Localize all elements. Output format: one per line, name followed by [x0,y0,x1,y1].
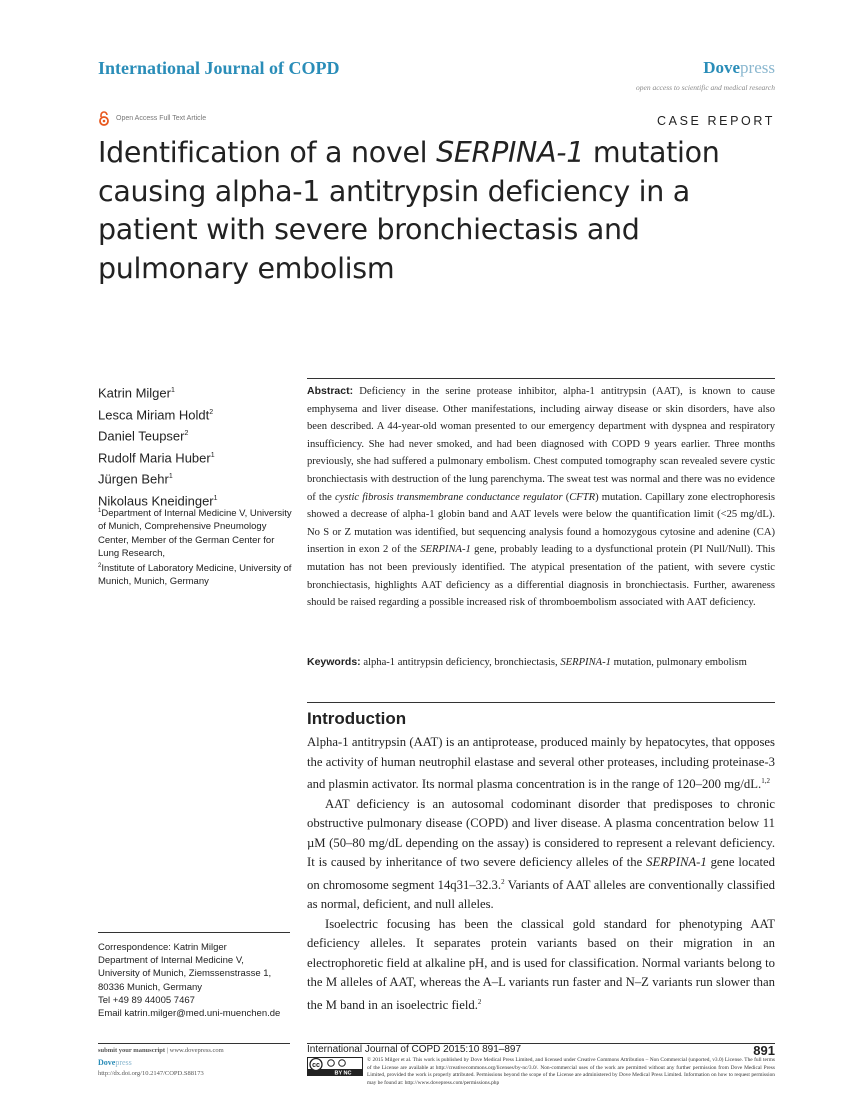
article-title [98,134,788,288]
affiliation: $^1$Department of Internal Medicine V, University of Munich, Comprehensive Pneumology Center, Member of the German Center for Lung Research, [98,508,292,559]
paragraph: Isoelectric focusing has been the classical gold standard for phenotyping AAT deficiency alleles. It separates protein variants based on their migration in an electrophoretic field at alkaline pH, and is used for classification. Normal variants belong to the M alleles of AAT, whereas the A–L variants run faster and N–Z variants run slower than the M band in an isoelectric field.$^2$ [307,916,775,1013]
cc-license-label: BY NC [334,1070,352,1076]
affiliation: $^2$Institute of Laboratory Medicine, University of Munich, Munich, Germany [98,562,292,588]
affiliations [98,505,293,589]
citation-ref[interactable]: 1,2 [761,777,770,785]
footer-left: submit your manuscript | www.dovepress.com Dovepress http://dx.doi.org/10.2147/COPD.S88173 [98,1045,224,1080]
author[interactable]: Rudolf Maria Huber$^1$ [98,449,215,465]
creative-commons-badge[interactable] [307,1057,363,1076]
correspondence [98,941,298,1020]
license-text: © 2015 Milger et al. This work is published by Dove Medical Press Limited, and licensed under Creative Commons Attribution – Non Commercial (unported, v3.0) License. The full terms of the License are available at http://creativecommons.org/licenses/by-nc/3.0/. Non-commercial uses of the work are permitted without any further permission from Dove Medical Press Limited, provided the work is properly attributed. Permissions beyond the scope of the License are administered by Dove Medical Press Limited. Information on how to request permission may be found at: http://www.dovepress.com/permissions.php [367,1057,775,1086]
author[interactable]: Jürgen Behr$^1$ [98,471,173,487]
author[interactable]: Lesca Miriam Holdt$^2$ [98,406,214,422]
footer-dovepress-logo: Dovepress [98,1057,132,1067]
footer-citation: International Journal of COPD 2015:10 891–897 [307,1044,522,1055]
introduction-body [307,733,775,1016]
submit-manuscript-link[interactable]: submit your manuscript [98,1047,166,1054]
section-heading: Introduction [307,709,407,728]
paragraph: AAT deficiency is an autosomal codominant disorder that predisposes to chronic obstructive pulmonary disease (COPD) and liver disease. A plasma concentration below 11 µM (50–80 mg/dL depending on the assay) is considered to represent a relevant deficiency. It is caused by inheritance of two severe deficiency alleles of the SERPINA-1 gene located on chromosome segment 14q31–32.3.$^2$ Variants of AAT alleles are conventionally classified as normal, deficient, and null alleles. [307,796,776,912]
author[interactable]: Katrin Milger$^1$ [98,385,175,401]
author-list [98,381,218,510]
doi-link[interactable]: http://dx.doi.org/10.2147/COPD.S88173 [98,1070,204,1077]
open-access-label [98,111,206,126]
dovepress-site-link[interactable]: www.dovepress.com [169,1047,224,1054]
correspondence-phone: Tel +49 89 44005 7467 [98,994,195,1006]
introduction-divider [307,702,775,703]
article-title-gene: SERPINA-1 [436,136,585,169]
correspondence-dept: Department of Internal Medicine V, [98,955,244,967]
page-number: 891 [753,1043,775,1058]
article-type: CASE REPORT [657,114,775,128]
cc-icon: cc [312,1062,320,1069]
citation-ref[interactable]: 2 [477,997,482,1006]
keywords-label: Keywords: [307,656,361,668]
publisher-logo-light: press [740,58,775,77]
footer-divider-left [98,1043,290,1044]
open-access-text: Open Access Full Text Article [116,115,207,122]
correspondence-divider [98,932,290,933]
abstract-label: Abstract: [307,385,354,397]
open-access-icon [98,111,110,126]
article-title-part1: Identification of a novel [98,136,437,169]
citation-ref[interactable]: 2 [501,877,505,886]
author[interactable]: Daniel Teupser$^2$ [98,428,189,444]
publisher-logo-bold: Dove [703,58,741,77]
publisher-tagline: open access to scientific and medical research [636,83,775,92]
correspondence-name: Correspondence: Katrin Milger [98,942,227,953]
journal-title: International Journal of COPD [98,58,340,78]
abstract: Abstract: Deficiency in the serine protease inhibitor, alpha-1 antitrypsin (AAT), is known to cause emphysema and liver disease. Other manifestations, including airway disease or skin disorders, have also been described. A 44-year-old woman presented to our emergency department with dyspnea and respiratory insufficiency. She had never smoked, and had been diagnosed with COPD 9 years earlier. Three months previously, she had suffered a pulmonary embolism. Chest computed tomography scan revealed severe cystic bronchiectasis with destruction of the lung parenchyma. The sweat test was normal and there was no evidence of the cystic fibrosis transmembrane conductance regulator (CFTR) mutation. Capillary zone electrophoresis showed a decrease of alpha-1 globin band and AAT levels were below the quantification limit (<25 mg/dL). No S or Z mutation was identified, but sequencing analysis found a homozygous cytosine and adenine (CA) insertion in exon 2 of the SERPINA-1 gene, probably leading to a dysfunctional protein (PI Null/Null). This mutation has not been previously identified. The atypical presentation of the patient, with severe cystic bronchiectasis, highlights AAT deficiency as a differential diagnosis in bronchiectasis. Further, awareness should be raised regarding a possible increased risk of thromboembolism associated with AAT deficiency. [307,385,775,609]
abstract-divider [307,378,775,379]
correspondence-email[interactable]: Email katrin.milger@med.uni-muenchen.de [98,1008,281,1020]
keywords: Keywords: alpha-1 antitrypsin deficiency, bronchiectasis, SERPINA-1 mutation, pulmonary embolism [307,656,747,668]
paragraph: Alpha-1 antitrypsin (AAT) is an antiprotease, produced mainly by hepatocytes, that opposes the activity of human neutrophil elastase and several other proteases, including proteinase-3 and plasmin activator. Its normal plasma concentration is in the range of 120–200 mg/dL.$^{1,2}$ [307,735,775,792]
correspondence-city: 80336 Munich, Germany [98,981,203,993]
publisher-logo[interactable] [703,58,775,78]
correspondence-address: University of Munich, Ziemssenstrasse 1, [98,968,272,980]
author[interactable]: Nikolaus Kneidinger$^1$ [98,492,218,508]
article-title-part2: mutation causing alpha-1 antitrypsin deficiency in a patient with severe bronchiectasis and pulmonary embolism [98,136,720,285]
